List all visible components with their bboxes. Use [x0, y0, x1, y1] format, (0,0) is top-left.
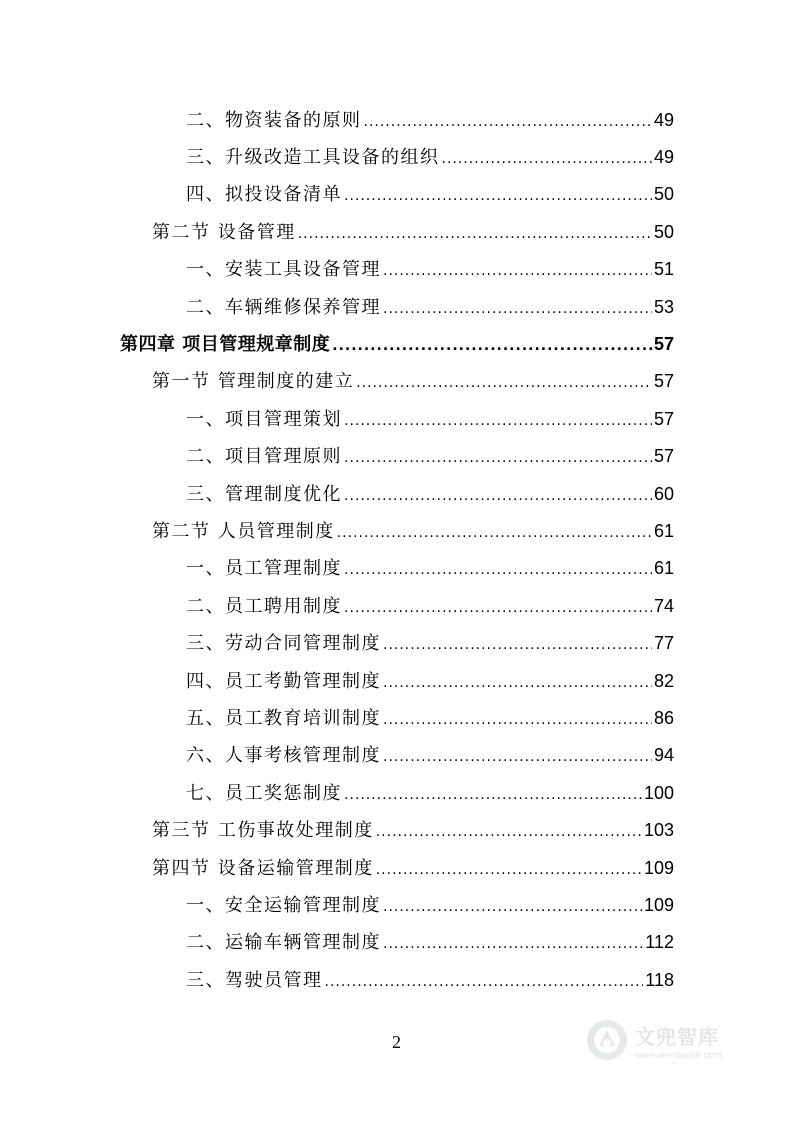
toc-entry[interactable] — [0, 362, 793, 399]
toc-entry[interactable] — [0, 137, 793, 174]
toc-leader-dots — [325, 975, 644, 989]
toc-entry[interactable] — [0, 437, 793, 474]
toc-entry-page: 49 — [653, 147, 674, 168]
toc-entry-label: 六、人事考核管理制度 — [186, 745, 381, 767]
toc-entry-label: 一、安全运输管理制度 — [186, 894, 381, 916]
watermark-title: 文兜智库 — [635, 1024, 719, 1049]
toc-entry-page: 118 — [645, 969, 674, 990]
toc-entry-label: 二、员工聘用制度 — [186, 595, 342, 617]
toc-entry[interactable] — [0, 885, 793, 922]
toc-leader-dots — [383, 264, 652, 278]
toc-entry[interactable] — [0, 324, 793, 361]
toc-entry-page: 50 — [653, 221, 674, 242]
toc-entry-label: 七、员工奖惩制度 — [186, 782, 342, 804]
toc-leader-dots — [344, 489, 652, 503]
toc-entry-page: 109 — [643, 894, 674, 915]
toc-entry[interactable] — [0, 100, 793, 137]
toc-entry-label: 一、员工管理制度 — [186, 558, 342, 580]
toc-entry[interactable] — [0, 661, 793, 698]
toc-leader-dots — [376, 825, 642, 839]
toc-entry-page: 50 — [653, 184, 674, 205]
toc-leader-dots — [356, 376, 652, 390]
toc-entry[interactable] — [0, 736, 793, 773]
toc-entry-label: 二、物资装备的原则 — [186, 109, 362, 131]
toc-entry-label: 一、项目管理策划 — [186, 408, 342, 430]
toc-leader-dots — [383, 900, 642, 914]
toc-entry[interactable] — [0, 175, 793, 212]
toc-leader-dots — [344, 414, 652, 428]
toc-entry-page: 60 — [653, 483, 674, 504]
toc-entry-label: 第一节 管理制度的建立 — [152, 371, 355, 393]
watermark-url: www.wendoulib.com — [635, 1049, 722, 1060]
toc-entry[interactable] — [0, 698, 793, 735]
toc-entry-label: 五、员工教育培训制度 — [186, 707, 381, 729]
toc-leader-dots — [383, 676, 652, 690]
toc-entry[interactable] — [0, 399, 793, 436]
toc-entry-page: 82 — [653, 670, 674, 691]
toc-leader-dots — [332, 339, 652, 353]
toc-entry[interactable] — [0, 960, 793, 997]
toc-entry-page: 57 — [653, 446, 674, 467]
toc-entry-label: 四、拟投设备清单 — [186, 184, 342, 206]
toc-leader-dots — [344, 788, 642, 802]
toc-entry-label: 第三节 工伤事故处理制度 — [152, 820, 374, 842]
toc-entry-label: 二、车辆维修保养管理 — [186, 296, 381, 318]
toc-entry-label: 二、运输车辆管理制度 — [186, 932, 381, 954]
watermark — [585, 1018, 722, 1062]
toc-entry-page: 112 — [645, 932, 674, 953]
toc-entry-page: 57 — [653, 408, 674, 429]
toc-entry-label: 第四章 项目管理规章制度 — [120, 334, 331, 356]
toc-entry-page: 57 — [653, 371, 674, 392]
toc-entry[interactable] — [0, 549, 793, 586]
toc-entry-page: 51 — [653, 259, 674, 280]
toc-entry-page: 109 — [643, 857, 674, 878]
table-of-contents — [0, 100, 793, 997]
toc-entry-label: 三、劳动合同管理制度 — [186, 633, 381, 655]
toc-entry[interactable] — [0, 287, 793, 324]
toc-leader-dots — [364, 115, 652, 129]
toc-entry-label: 第二节 人员管理制度 — [152, 520, 335, 542]
toc-entry[interactable] — [0, 511, 793, 548]
toc-entry[interactable] — [0, 474, 793, 511]
page-number: 2 — [392, 1032, 401, 1052]
toc-entry[interactable] — [0, 212, 793, 249]
toc-entry-page: 61 — [653, 558, 674, 579]
toc-entry-page: 103 — [643, 820, 674, 841]
toc-entry-page: 74 — [653, 595, 674, 616]
toc-leader-dots — [298, 227, 652, 241]
toc-entry-page: 86 — [653, 707, 674, 728]
toc-leader-dots — [442, 152, 652, 166]
toc-leader-dots — [383, 713, 652, 727]
toc-leader-dots — [344, 189, 652, 203]
toc-entry-label: 一、安装工具设备管理 — [186, 259, 381, 281]
toc-entry-label: 第二节 设备管理 — [152, 221, 296, 243]
toc-leader-dots — [344, 451, 652, 465]
toc-entry-page: 53 — [653, 296, 674, 317]
toc-leader-dots — [344, 563, 652, 577]
toc-entry[interactable] — [0, 848, 793, 885]
toc-entry[interactable] — [0, 586, 793, 623]
toc-leader-dots — [383, 750, 652, 764]
wendou-logo-icon — [585, 1018, 629, 1062]
toc-entry-page: 61 — [653, 520, 674, 541]
toc-leader-dots — [376, 863, 642, 877]
toc-leader-dots — [337, 526, 652, 540]
toc-entry-label: 三、驾驶员管理 — [186, 969, 323, 991]
toc-leader-dots — [383, 937, 643, 951]
toc-entry-page: 49 — [653, 109, 674, 130]
toc-entry-page: 77 — [653, 633, 674, 654]
toc-entry-label: 三、升级改造工具设备的组织 — [186, 147, 440, 169]
toc-entry[interactable] — [0, 623, 793, 660]
toc-entry-label: 二、项目管理原则 — [186, 446, 342, 468]
toc-entry[interactable] — [0, 250, 793, 287]
toc-entry-page: 100 — [643, 782, 674, 803]
toc-entry-label: 第四节 设备运输管理制度 — [152, 857, 374, 879]
toc-entry-page: 94 — [653, 745, 674, 766]
toc-entry[interactable] — [0, 923, 793, 960]
toc-entry-label: 三、管理制度优化 — [186, 483, 342, 505]
toc-leader-dots — [344, 601, 652, 615]
toc-entry-label: 四、员工考勤管理制度 — [186, 670, 381, 692]
toc-entry-page: 57 — [653, 334, 674, 355]
toc-entry[interactable] — [0, 810, 793, 847]
toc-entry[interactable] — [0, 773, 793, 810]
toc-leader-dots — [383, 638, 652, 652]
toc-leader-dots — [383, 302, 652, 316]
